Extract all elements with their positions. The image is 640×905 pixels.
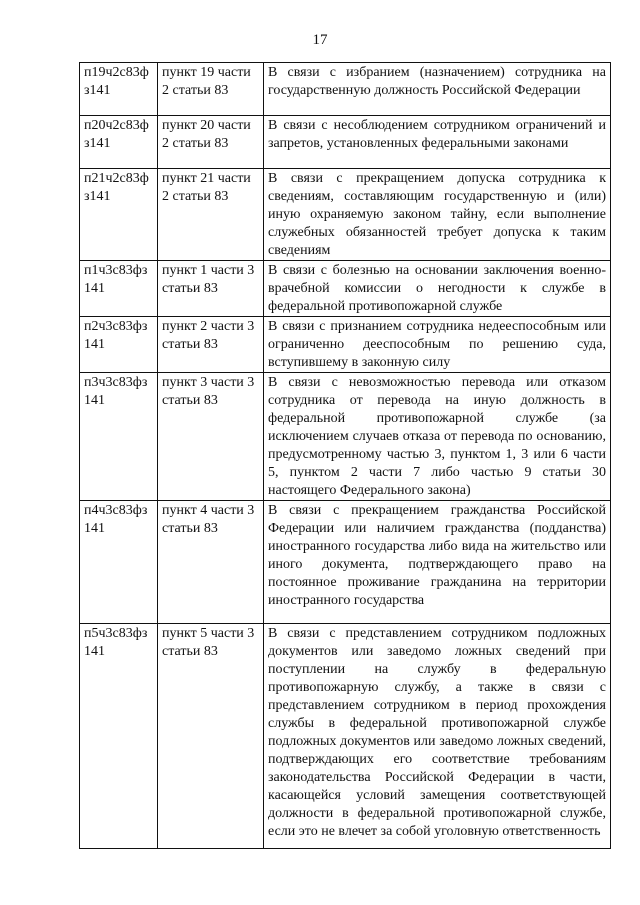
row-description: В связи с невозможностью перевода или отказом сотрудника от перевода на иную должность в федеральной противопожарной службе (за исключением случаев отказа от перевода по основанию, предусмотренному частью 3, пунктом 1, 3 или 6 части 5, пунктом 2 части 7 либо частью 9 статьи 30 настоящего Федерального закона) bbox=[264, 373, 611, 501]
row-code: п5ч3с83фз 141 bbox=[80, 624, 158, 849]
row-article-ref: пункт 1 части 3 статьи 83 bbox=[158, 261, 264, 317]
page-number: 17 bbox=[312, 32, 328, 48]
row-article-ref: пункт 20 части 2 статьи 83 bbox=[158, 116, 264, 169]
row-article-ref: пункт 5 части 3 статьи 83 bbox=[158, 624, 264, 849]
row-code: п1ч3с83фз 141 bbox=[80, 261, 158, 317]
row-article-ref: пункт 21 части 2 статьи 83 bbox=[158, 169, 264, 261]
row-article-ref: пункт 2 части 3 статьи 83 bbox=[158, 317, 264, 373]
row-description: В связи с признанием сотрудника недееспособным или ограниченно дееспособным по решению суда, вступившему в законную силу bbox=[264, 317, 611, 373]
table-row bbox=[80, 501, 611, 624]
dismissal-grounds-table bbox=[79, 62, 611, 849]
row-description: В связи с избранием (назначением) сотрудника на государственную должность Российской Федерации bbox=[264, 63, 611, 116]
row-code: п4ч3с83фз 141 bbox=[80, 501, 158, 624]
row-description: В связи с прекращением допуска сотрудника к сведениям, составляющим государственную и (или) иную охраняемую законом тайну, если выполнение служебных обязанностей требует допуска к таким сведениям bbox=[264, 169, 611, 261]
table-row bbox=[80, 116, 611, 169]
row-description: В связи с несоблюдением сотрудником ограничений и запретов, установленных федеральными законами bbox=[264, 116, 611, 169]
row-article-ref: пункт 19 части 2 статьи 83 bbox=[158, 63, 264, 116]
table-row bbox=[80, 317, 611, 373]
table-row bbox=[80, 624, 611, 849]
row-code: п20ч2с83ф з141 bbox=[80, 116, 158, 169]
row-code: п3ч3с83фз 141 bbox=[80, 373, 158, 501]
row-code: п2ч3с83фз 141 bbox=[80, 317, 158, 373]
row-article-ref: пункт 3 части 3 статьи 83 bbox=[158, 373, 264, 501]
table-row bbox=[80, 373, 611, 501]
table-row bbox=[80, 169, 611, 261]
table-body bbox=[80, 63, 611, 849]
row-description: В связи с прекращением гражданства Российской Федерации или наличием гражданства (подданства) иностранного государства либо вида на жительство или иного документа, подтверждающего право на постоянное проживание гражданина на территории иностранного государства bbox=[264, 501, 611, 624]
table-row bbox=[80, 261, 611, 317]
row-code: п19ч2с83ф з141 bbox=[80, 63, 158, 116]
row-description: В связи с болезнью на основании заключения военно-врачебной комиссии о негодности к службе в федеральной противопожарной службе bbox=[264, 261, 611, 317]
row-code: п21ч2с83ф з141 bbox=[80, 169, 158, 261]
row-article-ref: пункт 4 части 3 статьи 83 bbox=[158, 501, 264, 624]
table-row bbox=[80, 63, 611, 116]
row-description: В связи с представлением сотрудником подложных документов или заведомо ложных сведений при поступлении на службу в федеральную противопожарную службу, а также в связи с представлением сотрудником в период прохождения службы в федеральной противопожарной службе подложных документов или заведомо ложных сведений, подтверждающих его соответствие требованиям законодательства Российской Федерации в части, касающейся условий замещения соответствующей должности в федеральной противопожарной службе, если это не влечет за собой уголовную ответственность bbox=[264, 624, 611, 849]
